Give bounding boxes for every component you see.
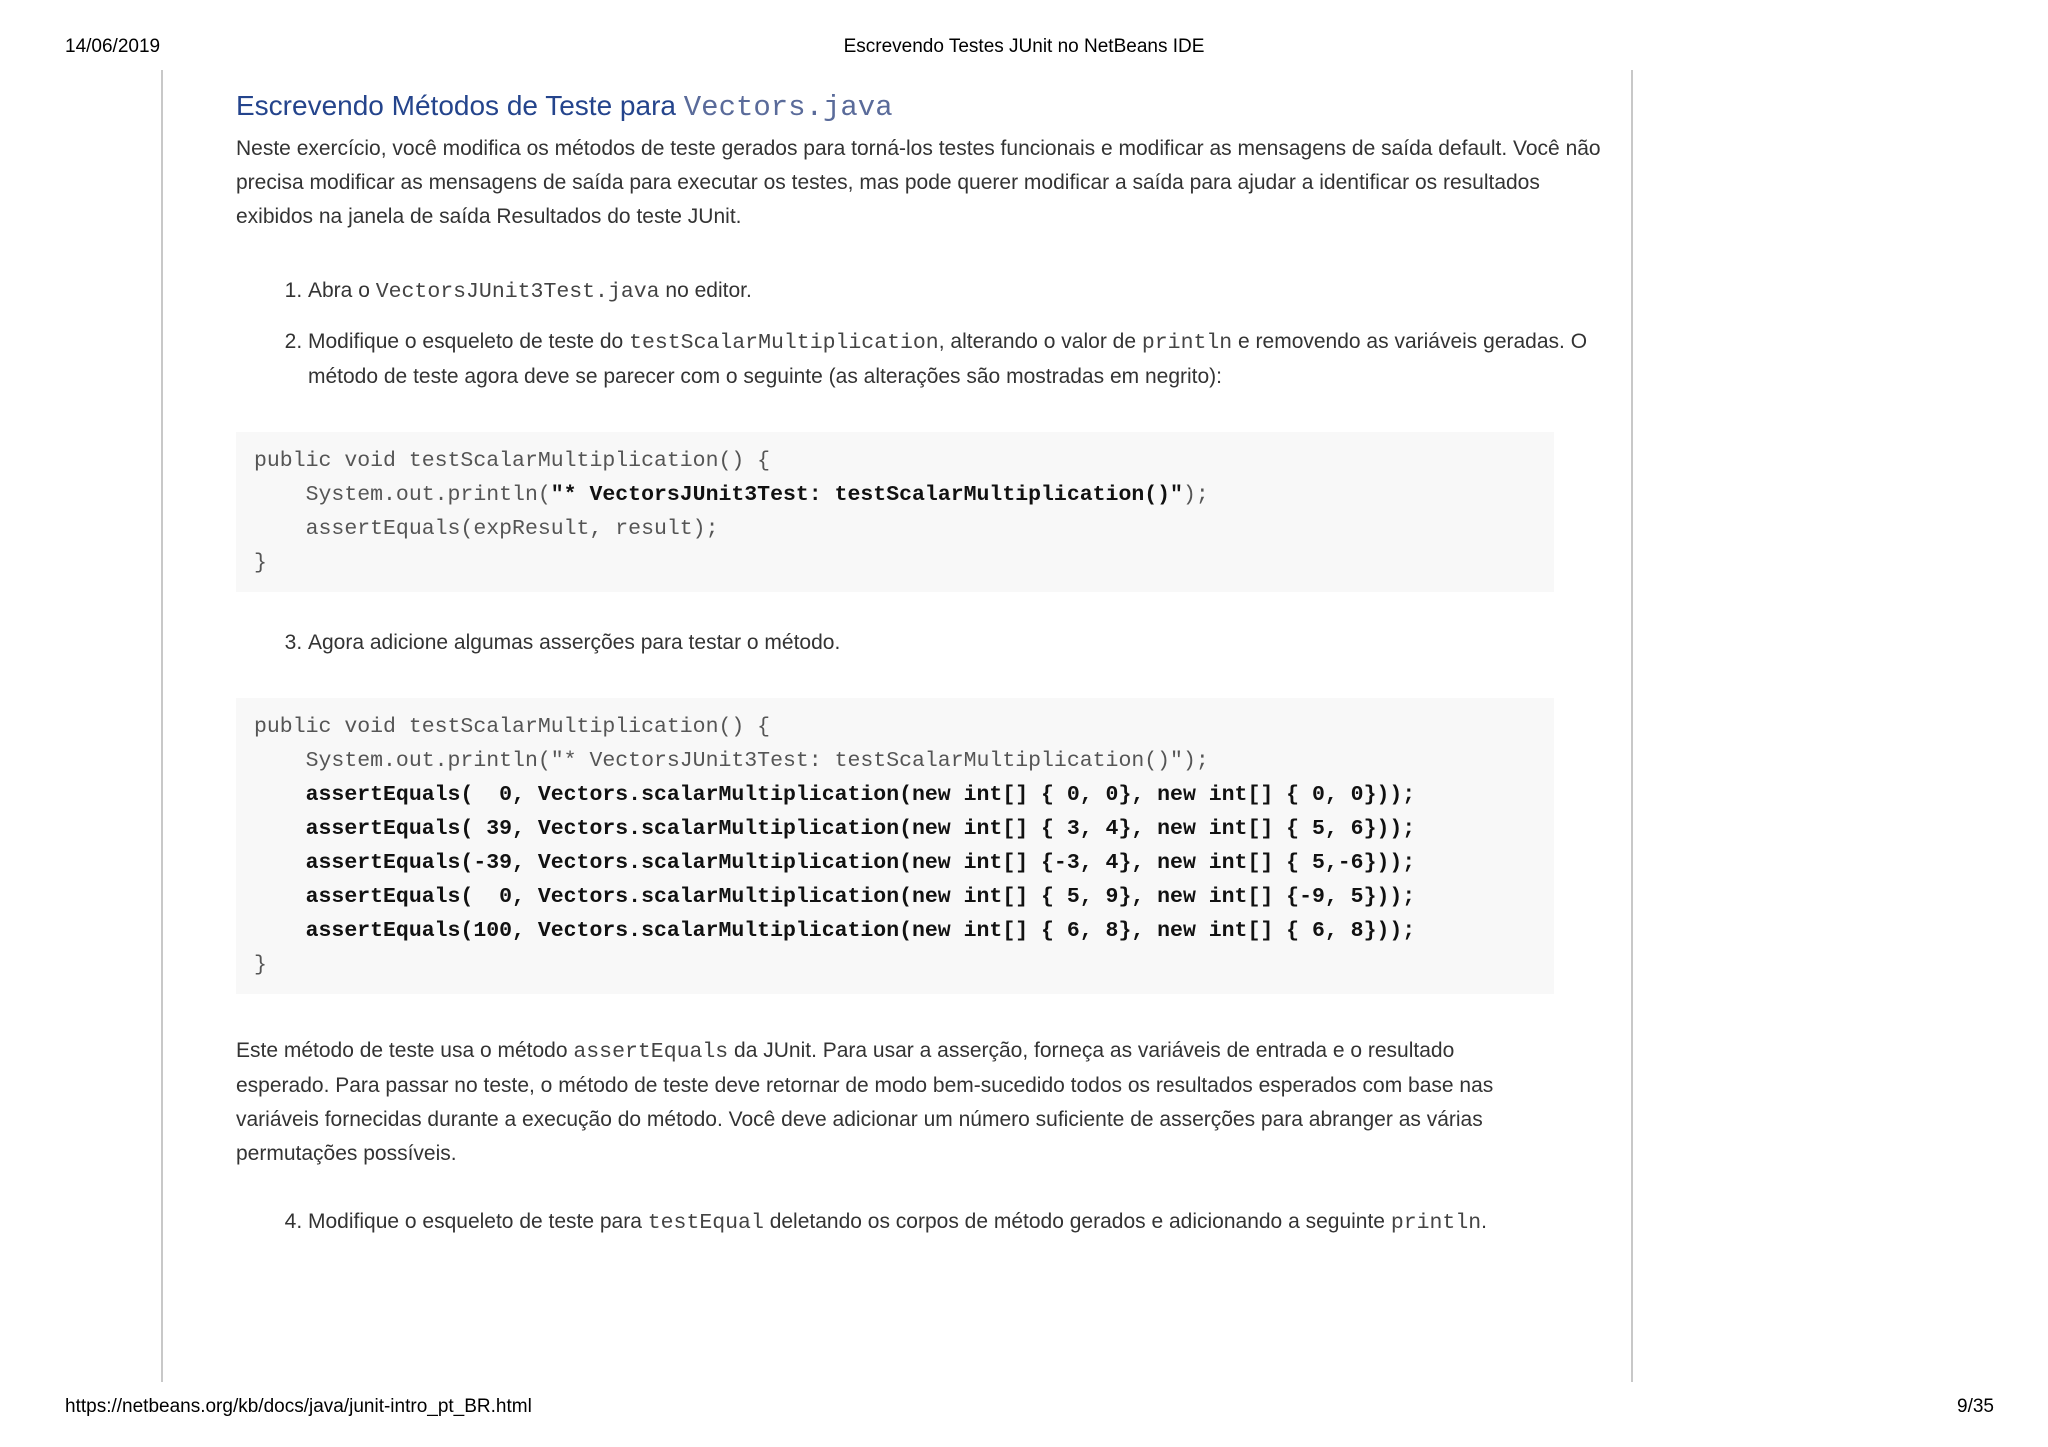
print-footer-page-number: 9/35 <box>1957 1396 1994 1417</box>
step-3 <box>236 626 1606 1171</box>
code-bold: assertEquals( 0, Vectors.scalarMultiplication(new int[] { 5, 9}, new int[] {-9, 5})); <box>254 885 1416 909</box>
code-block-1 <box>236 432 1554 592</box>
code-bold: "* VectorsJUnit3Test: testScalarMultiplication()" <box>550 483 1183 507</box>
section-title <box>236 86 1606 128</box>
step-text: no editor. <box>659 279 752 302</box>
code-bold: assertEquals(-39, Vectors.scalarMultiplication(new int[] {-3, 4}, new int[] { 5,-6})); <box>254 851 1416 875</box>
code-line: public void testScalarMultiplication() { <box>254 449 771 473</box>
content-left-border <box>161 70 163 1382</box>
print-header-date: 14/06/2019 <box>65 36 161 57</box>
code-bold: assertEquals( 39, Vectors.scalarMultiplication(new int[] { 3, 4}, new int[] { 5, 6})); <box>254 817 1416 841</box>
step-1 <box>308 274 1606 309</box>
code-bold: assertEquals(100, Vectors.scalarMultiplication(new int[] { 6, 8}, new int[] { 6, 8})); <box>254 919 1416 943</box>
content-right-border <box>1631 70 1633 1382</box>
code-line: public void testScalarMultiplication() { <box>254 715 771 739</box>
step-text: deletando os corpos de método gerados e adicionando a seguinte <box>763 1210 1391 1233</box>
print-header-title: Escrevendo Testes JUnit no NetBeans IDE <box>843 36 1205 57</box>
code-line: assertEquals(expResult, result); <box>254 517 719 541</box>
step-text: Modifique o esqueleto de teste para <box>308 1210 648 1233</box>
step-text: Abra o <box>308 279 376 302</box>
section-title-code: Vectors.java <box>683 91 893 124</box>
code-line: } <box>254 953 267 977</box>
step-text: e removendo as variáveis geradas. O método de teste agora deve se parecer com o seguinte (as alterações são mostradas em negrito): <box>308 330 1588 388</box>
step-4 <box>308 1205 1606 1240</box>
code-line: ); <box>1182 483 1209 507</box>
step-text: . <box>1481 1210 1487 1233</box>
code-line: } <box>254 551 267 575</box>
step-text: Modifique o esqueleto de teste do <box>308 330 630 353</box>
step-text: da JUnit. Para usar a asserção, forneça as variáveis de entrada e o resultado esperado. Para passar no teste, o método de teste deve retornar de modo bem-sucedido todos os resultados esperados com base nas variáveis fornecidas durante a execução do método. Você deve adicionar um número suficiente de asserções para abranger as várias permutações possíveis. <box>236 1039 1494 1165</box>
code-block-2 <box>236 698 1554 994</box>
step-text: Este método de teste usa o método <box>236 1039 574 1062</box>
section-intro: Neste exercício, você modifica os métodos de teste gerados para torná-los testes funcionais e modificar as mensagens de saída default. Você não precisa modificar as mensagens de saída para executar os testes, mas pode querer modificar a saída para ajudar a identificar os resultados exibidos na janela de saída Resultados do teste JUnit. <box>236 137 1601 228</box>
inline-code: VectorsJUnit3Test.java <box>375 280 660 304</box>
step-2 <box>254 325 1606 592</box>
section-title-text: Escrevendo Métodos de Teste para <box>236 90 684 121</box>
step-text: Agora adicione algumas asserções para testar o método. <box>308 631 841 654</box>
step-text: , alterando o valor de <box>938 330 1142 353</box>
inline-code: println <box>1141 331 1233 355</box>
code-bold: assertEquals( 0, Vectors.scalarMultiplication(new int[] { 0, 0}, new int[] { 0, 0})); <box>254 783 1416 807</box>
print-footer-url: https://netbeans.org/kb/docs/java/junit-intro_pt_BR.html <box>65 1396 532 1417</box>
inline-code: testEqual <box>647 1211 764 1235</box>
inline-code: assertEquals <box>573 1040 729 1064</box>
steps-list <box>236 274 1606 1240</box>
assert-explanation <box>236 1034 1546 1171</box>
inline-code: println <box>1390 1211 1482 1235</box>
inline-code: testScalarMultiplication <box>629 331 939 355</box>
article-content <box>236 86 1606 1256</box>
code-line: System.out.println( <box>254 483 551 507</box>
code-line: System.out.println("* VectorsJUnit3Test: testScalarMultiplication()"); <box>254 749 1209 773</box>
